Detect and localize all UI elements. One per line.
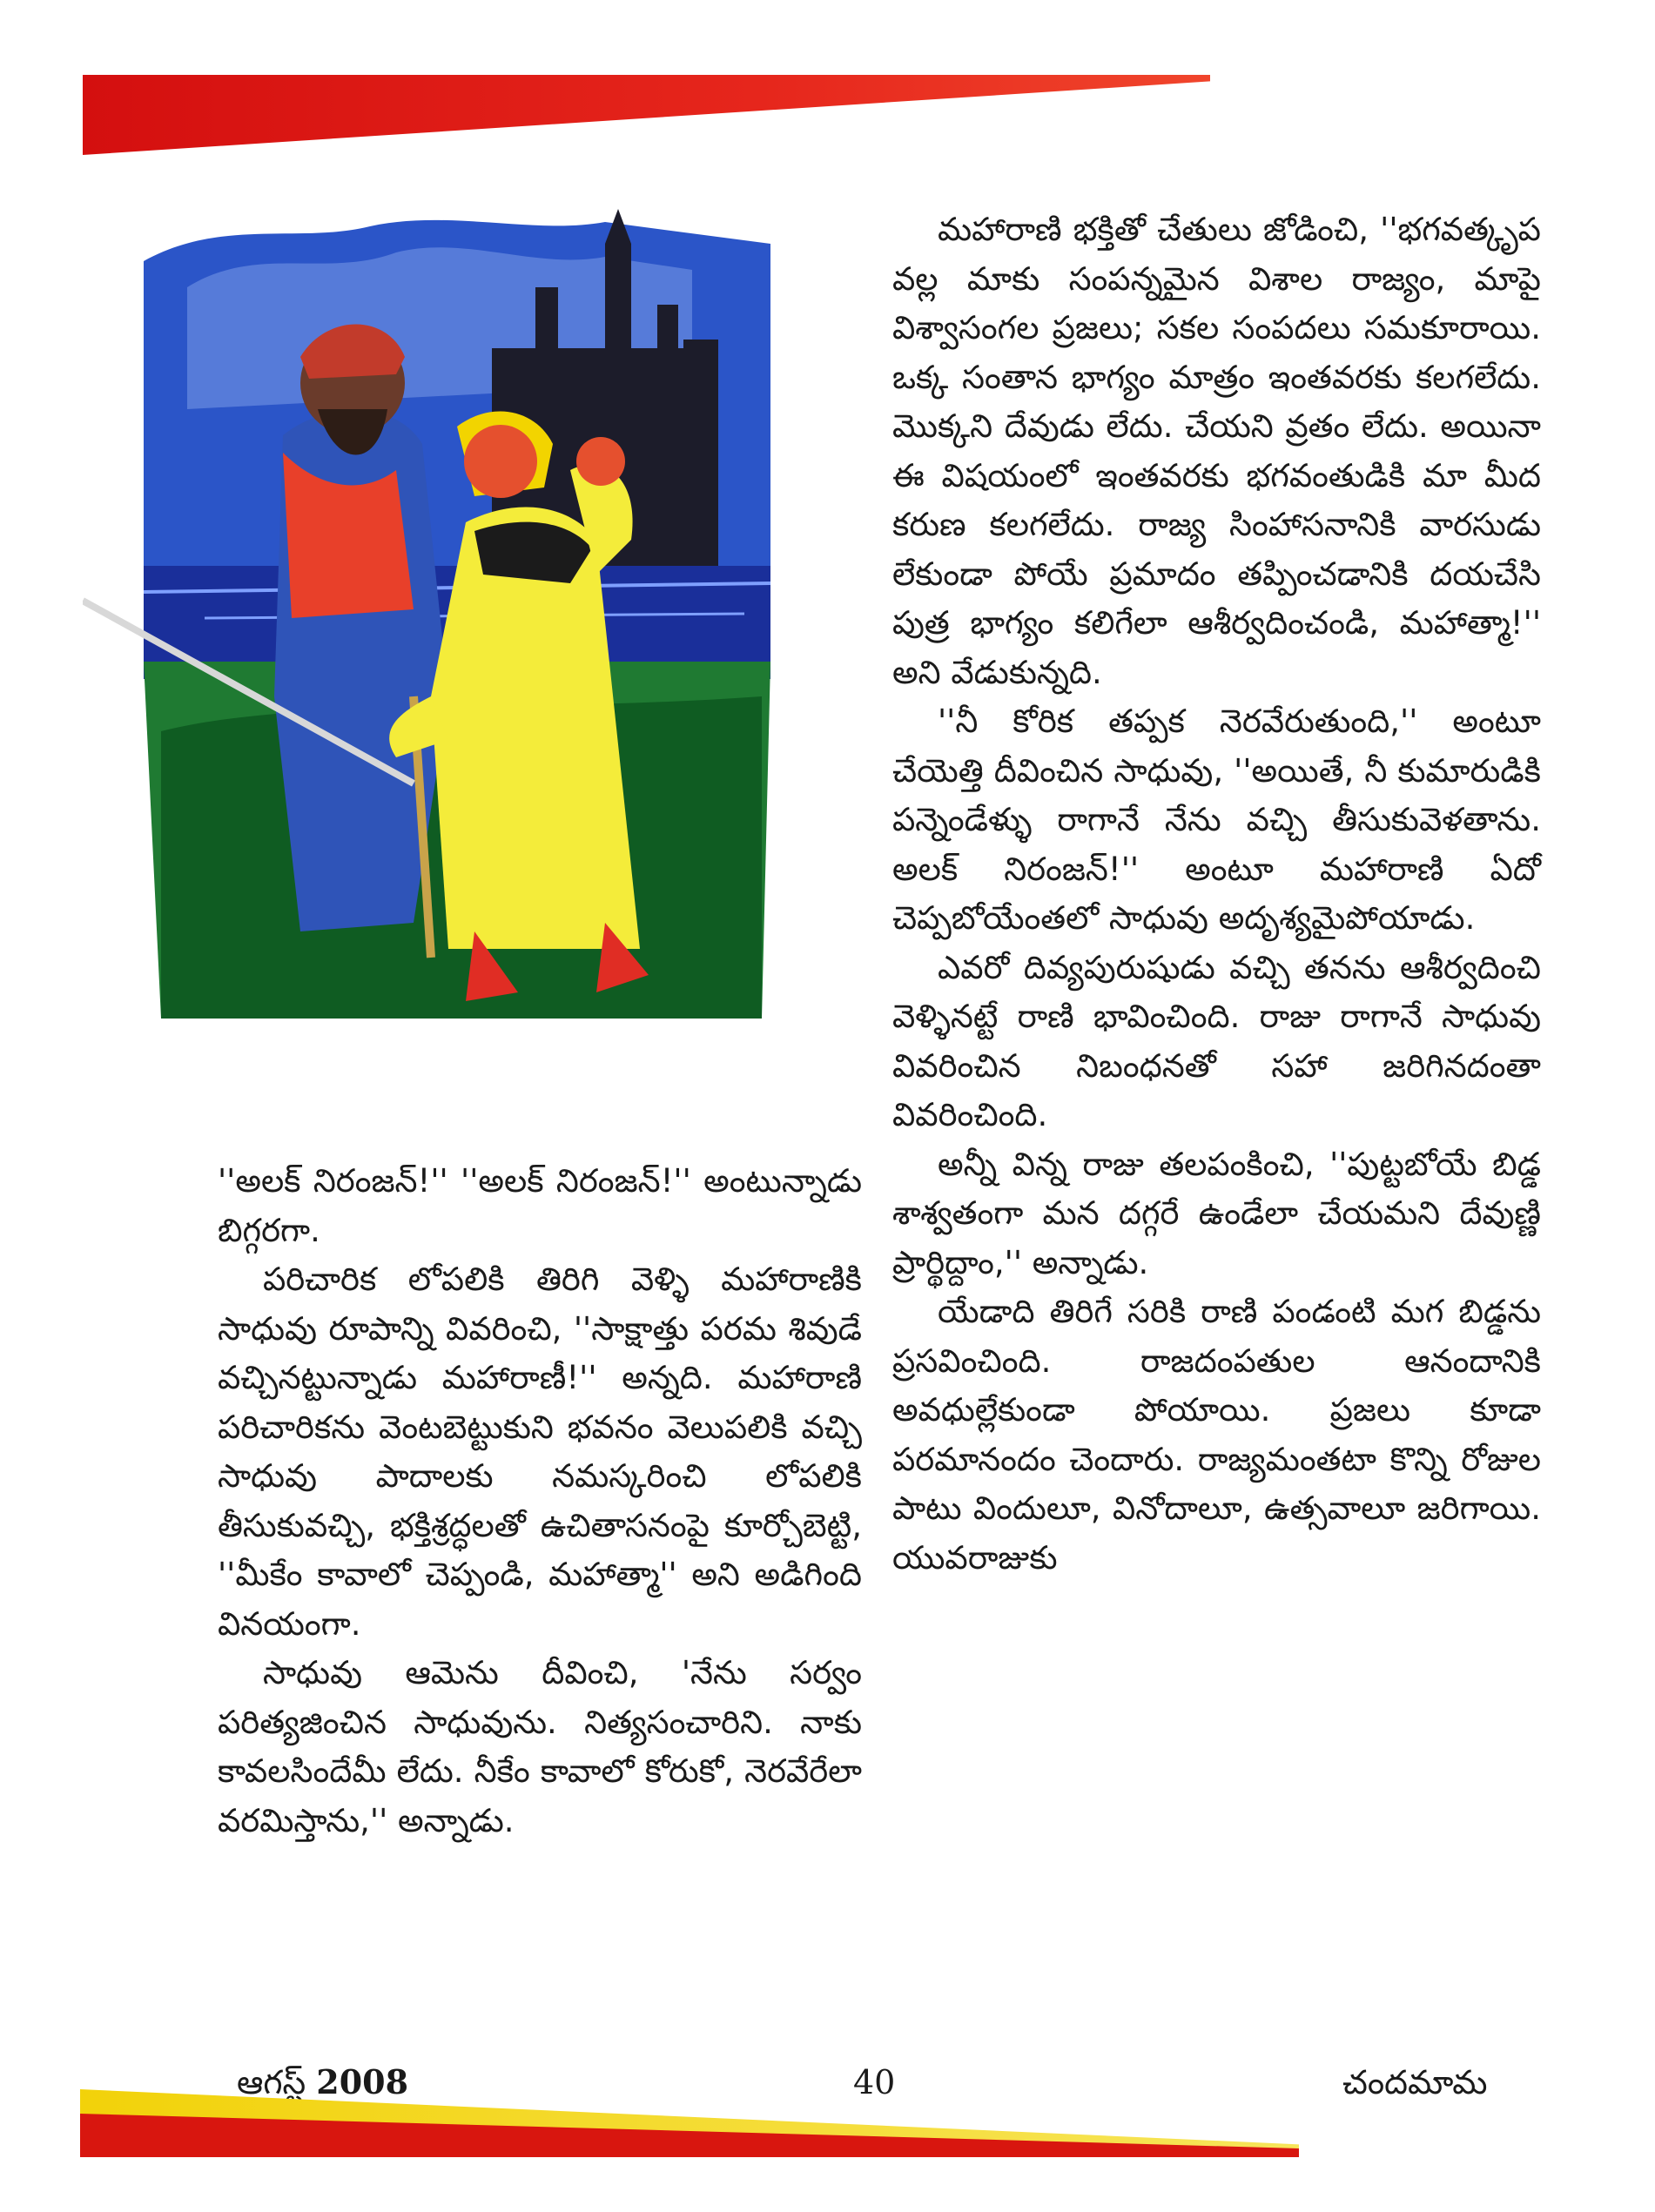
paragraph: యేడాది తిరిగే సరికి రాణి పండంటి మగ బిడ్డను ప్రసవించింది. రాజదంపతుల ఆనందానికి అవధుల్లేకుండా పోయాయి. ప్రజలు కూడా పరమానందం చెందారు. రాజ్యమంతటా కొన్ని రోజుల పాటు విందులూ, వినోదాలూ, ఉత్సవాలూ జరిగాయి. యువరాజుకు [892,1293,1541,1577]
paragraph: అన్నీ విన్న రాజు తలపంకించి, ''పుట్టబోయే బిడ్డ శాశ్వతంగా మన దగ్గరే ఉండేలా చేయమని దేవుణ్ణి ప్రార్థిద్దాం,'' అన్నాడు. [892,1145,1541,1281]
paragraph: పరిచారిక లోపలికి తిరిగి వెళ్ళి మహారాణికి సాధువు రూపాన్ని వివరించి, ''సాక్షాత్తు పరమ శివుడే వచ్చినట్టున్నాడు మహారాణీ!'' అన్నది. మహారాణి పరిచారికను వెంటబెట్టుకుని భవనం వెలుపలికి వచ్చి సాధువు పాదాలకు నమస్కరించి లోపలికి తీసుకువచ్చి, భక్తిశ్రద్ధలతో ఉచితాసనంపై కూర్చోబెట్టి, ''మీకేం కావాలో చెప్పండి, మహాత్మా'' అని అడిగింది వినయంగా. [218,1261,862,1643]
left-text-column [218,1157,862,1846]
right-text-column [892,205,1541,1583]
paragraph: ఎవరో దివ్యపురుషుడు వచ్చి తనను ఆశీర్వదించి వెళ్ళినట్టే రాణి భావించింది. రాజు రాగానే సాధువు వివరించిన నిబంధనతో సహా జరిగినదంతా వివరించింది. [892,948,1541,1133]
footer-year: 2008 [316,2062,409,2101]
story-illustration [83,209,866,1114]
paragraph: ''నీ కోరిక తప్పక నెరవేరుతుంది,'' అంటూ చేయెత్తి దీవించిన సాధువు, ''అయితే, నీ కుమారుడికి పన్నెండేళ్ళు రాగానే నేను వచ్చి తీసుకువెళతాను. అలక్ నిరంజన్!'' అంటూ మహారాణి ఏదో చెప్పబోయేంతలో సాధువు అదృశ్యమైపోయాడు. [892,703,1541,937]
paragraph: సాధువు ఆమెను దీవించి, 'నేను సర్వం పరిత్యజించిన సాధువును. నిత్యసంచారిని. నాకు కావలసిందేమీ లేదు. నీకేం కావాలో కోరుకో, నెరవేరేలా వరమిస్తాను,'' అన్నాడు. [218,1654,862,1839]
paragraph: ''అలక్ నిరంజన్!'' ''అలక్ నిరంజన్!'' అంటున్నాడు బిగ్గరగా. [218,1162,862,1249]
page-number: 40 [853,2063,896,2101]
footer-month: ఆగస్ట్ [237,2063,306,2101]
magazine-name: చందమామ [1342,2063,1488,2101]
paragraph: మహారాణి భక్తితో చేతులు జోడించి, ''భగవత్కృప వల్ల మాకు సంపన్నమైన విశాల రాజ్యం, మాపై విశ్వాసంగల ప్రజలు; సకల సంపదలు సమకూరాయి. ఒక్క సంతాన భాగ్యం మాత్రం ఇంతవరకు కలగలేదు. మొక్కని దేవుడు లేదు. చేయని వ్రతం లేదు. అయినా ఈ విషయంలో ఇంతవరకు భగవంతుడికి మా మీద కరుణ కలగలేదు. రాజ్య సింహాసనానికి వారసుడు లేకుండా పోయే ప్రమాదం తప్పించడానికి దయచేసి పుత్ర భాగ్యం కలిగేలా ఆశీర్వదించండి, మహాత్మా!'' అని వేడుకున్నది. [892,211,1541,691]
footer-date [237,2062,409,2101]
top-red-band [83,75,1210,155]
